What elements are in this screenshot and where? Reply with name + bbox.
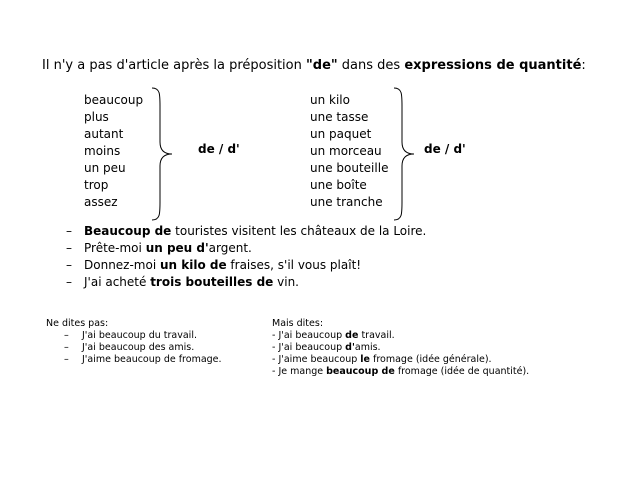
list-item [64,330,222,342]
incorrect-example: J'ai beaucoup des amis. [82,342,195,353]
heading-bold-de: "de" [306,58,338,73]
list-item [66,240,426,257]
list-item: un paquet [310,127,372,141]
correct-example: - Je mange [272,366,327,377]
list-item: plus [84,110,109,124]
list-item [272,354,529,366]
dash: – [66,241,72,255]
example-text: vin. [273,275,299,289]
correct-example: fromage (idée générale). [369,354,492,365]
correct-example: - J'ai beaucoup [272,342,346,353]
section-title: Mais dites: [272,318,324,329]
incorrect-example: J'aime beaucoup de fromage. [82,354,222,365]
list-item: beaucoup [84,93,144,107]
right-brace-icon [392,86,418,222]
correct-example: amis. [354,342,381,353]
example-text: Prête-moi [84,241,146,255]
example-text: J'ai acheté [84,275,151,289]
incorrect-example: J'ai beaucoup du travail. [82,330,197,341]
heading-rule [42,58,586,73]
dash: – [66,224,72,238]
list-item: une tranche [310,195,383,209]
list-item: assez [84,195,118,209]
heading-bold-expressions: expressions de quantité [404,58,582,73]
example-bold: un kilo de [159,258,227,272]
correct-example: - J'ai beaucoup [272,330,346,341]
heading-text: dans des [337,58,405,73]
list-item [272,366,529,378]
example-bold: Beaucoup de [84,224,172,238]
list-item: une bouteille [310,161,389,175]
dash: – [64,342,69,353]
example-text: Donnez-moi [84,258,160,272]
list-item [66,274,426,291]
example-bold: trois bouteilles de [150,275,274,289]
list-item: autant [84,127,124,141]
correct-example: - J'aime beaucoup [272,354,361,365]
correct-example-bold: de [345,330,359,341]
list-item: une tasse [310,110,369,124]
list-item [272,342,529,354]
de-label: de / d' [424,142,466,156]
list-item: une boîte [310,178,367,192]
list-item [66,223,426,240]
dash: – [66,275,72,289]
dash: – [66,258,72,272]
correct-example-bold: beaucoup de [326,366,395,377]
ne-dites-pas-section [46,318,222,366]
list-item [64,342,222,354]
correct-example: fromage (idée de quantité). [394,366,530,377]
correct-example-bold: d' [345,342,355,353]
heading-text: : [581,58,586,73]
mais-dites-section [272,318,529,378]
right-brace-icon [150,86,176,222]
example-text: fraises, s'il vous plaît! [226,258,362,272]
quantity-nouns-list [310,92,388,211]
list-item: moins [84,144,121,158]
quantity-adverbs-list [84,92,143,211]
example-text: touristes visitent les châteaux de la Loire. [171,224,427,238]
list-item: trop [84,178,109,192]
section-title: Ne dites pas: [46,318,109,329]
correct-example: travail. [358,330,395,341]
dash: – [64,330,69,341]
example-text: argent. [208,241,252,255]
list-item [66,257,426,274]
heading-text: Il n'y a pas d'article après la préposition [42,58,306,73]
correct-example-bold: le [360,354,370,365]
de-label: de / d' [198,142,240,156]
list-item: un peu [84,161,126,175]
list-item [64,354,222,366]
list-item: un morceau [310,144,382,158]
list-item [272,330,529,342]
example-bold: un peu d' [145,241,209,255]
dash: – [64,354,69,365]
list-item: un kilo [310,93,350,107]
examples-list [66,223,426,291]
